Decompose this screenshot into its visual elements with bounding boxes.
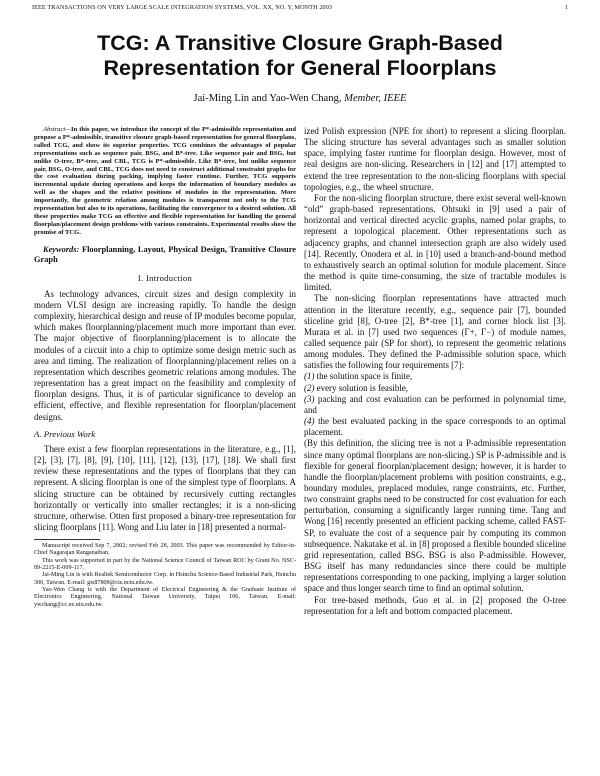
requirement-1 bbox=[304, 371, 566, 382]
requirement-4 bbox=[304, 416, 566, 438]
keywords bbox=[34, 245, 296, 265]
abstract-text: In this paper, we introduce the concept of the P*-admissible representation and propose a P*-admissible, transitive closure graph-based representation for general floorplans, called TCG, and show its superior properties. TCG combines the advantages of popular representations such as sequence pair, BSG, and B*-tree. Like sequence pair and BSG, but unlike O-tree, B*-tree, and CBL, TCG is P*-admissible. Like B*-tree, but unlike sequence pair, BSG, O-tree, and CBL, TCG does not need to construct additional constraint graphs for the cost evaluation during packing, implying faster runtime. Further, TCG supports incremental update during operations and keeps the information of boundary modules as well as the shapes and the relative positions of modules in the representation. More importantly, the geometric relation among modules is transparent not only to the TCG representation but also to its operations, facilitating the convergence to a desired solution. All these properties make TCG an effective and flexible representation for handling the general floorplan/placement design problems with various constraints. Experimental results show the promise of TCG. bbox=[34, 126, 296, 236]
previous-work-paragraph-1: There exist a few floorplan representations in the literature, e.g., [1], [2], [3], [7], [8], [9], [10], [11], [12], [13], [17], [18]. We shall first review these representations and the types of floorplans that they can represent. A slicing floorplan is one of the simplest type of floorplans. A slicing structure can be obtained by recursively cutting rectangles horizontally or vertically into smaller rectangles; it is a non-slicing structure, otherwise. Otten first proposed a binary-tree representation for slicing floorplans [11]. Wong and Liu later in [18] presented a normal- bbox=[34, 443, 296, 532]
requirement-4-number: (4) bbox=[304, 416, 315, 427]
footnote-author-2: Yao-Wen Chang is with the Department of Electrical Engineering & the Graduate Institute of Electronics Engineering, National Taiwan University, Taipei 106, Taiwan. E-mail: ywchang@cc.ee.ntu.edu.tw. bbox=[34, 586, 296, 608]
title-line-2: Representation for General Floorplans bbox=[103, 56, 497, 80]
keywords-lead: Keywords: bbox=[43, 244, 82, 254]
requirement-3 bbox=[304, 394, 566, 416]
author-membership: Member, IEEE bbox=[344, 93, 407, 104]
section-heading-introduction: I. Introduction bbox=[137, 272, 193, 283]
requirement-2-number: (2) bbox=[304, 382, 315, 393]
right-paragraph-4: (By this definition, the slicing tree is not a P-admissible representation since many optimal floorplans are non-slicing.) SP is P-admissible and is flexible for general floorplan/placement design; however, it is harder to handle the floorplan/placement problems with position constraints, e.g., boundary modules, preplaced modules, range constraints, etc. Further, two constraint graphs need to be constructed for cost evaluation for each perturbation, consuming a significantly larger running time. Tang and Wong [16] recently presented an efficient packing scheme, called FAST-SP, to evaluate the cost of a sequence pair by computing its common subsequence. Nakatake et al. in [8] proposed a flexible bounded sliceline grid representation, called BSG. BSG is also P-admissible. However, BSG itself has many redundancies since there could be multiple representations corresponding to one packing, implying a larger solution space and thus longer search time to find an optimal solution. bbox=[304, 438, 566, 594]
footnote-support: This work was supported in part by the National Science Council of Taiwan ROC by Grant No. NSC-89-2215-E-009-117. bbox=[34, 557, 296, 572]
footnote-author-1: Jai-Ming Lin is with Realtek Semiconductor Corp. in Hsinchu Science-Based Industrial Park, Hsinchu 300, Taiwan. E-mail: gis87808@cis.nctu.edu.tw. bbox=[34, 572, 296, 586]
requirement-3-text: packing and cost evaluation can be performed in polynomial time, and bbox=[304, 393, 566, 415]
requirement-1-number: (1) bbox=[304, 371, 315, 382]
right-paragraph-5: For tree-based methods, Guo et al. in [2] proposed the O-tree representation for a left and bottom compacted placement. bbox=[304, 594, 566, 616]
footnote-manuscript: Manuscript received Sep 7, 2002; revised Feb 28, 2003. This paper was recommended by Editor-in-Chief Nagarajan Ranganathan. bbox=[34, 543, 296, 557]
footnote-divider bbox=[34, 539, 100, 540]
page-number: 1 bbox=[564, 4, 568, 11]
requirement-4-text: the best evaluated packing in the space corresponds to an optimal placement. bbox=[304, 416, 566, 438]
right-paragraph-3: The non-slicing floorplan representations have attracted much attention in the literature recently, e.g., sequence pair [7], bounded sliceline grid [8], O-tree [2], B*-tree [1], and corner block list [3]. Murata et al. in [7] used two sequences (Γ+, Γ−) of module names, called sequence pair (SP for short), to represent the geometric relations among modules. They defined the P-admissible solution space, which satisfies the following four requirements [7]: bbox=[304, 293, 566, 371]
author-names: Jai-Ming Lin and Yao-Wen Chang, bbox=[193, 93, 345, 104]
journal-header: IEEE TRANSACTIONS ON VERY LARGE SCALE INTEGRATION SYSTEMS, VOL. XX, NO. Y, MONTH 2003 bbox=[32, 4, 333, 11]
title-line-1: TCG: A Transitive Closure Graph-Based bbox=[97, 31, 503, 55]
right-paragraph-2: For the non-slicing floorplan structure, there exist several well-known “old” graph-based representations. Ohtsuki in [9] used a pair of horizontal and vertical directed acyclic graphs, named polar graphs, to represent a topological placement. Other representations such as adjacency graphs, and channel intersection graph are also widely used [14]. Recently, Onodera et al. in [10] used a branch-and-bound method to exhaustively search an optimal solution for module placement. Since the method is quite time-consuming, the size of tractable modules is limited. bbox=[304, 192, 566, 293]
right-column bbox=[304, 126, 566, 617]
requirement-2-text: every solution is feasible, bbox=[314, 382, 408, 393]
keywords-text: Floorplanning, Layout, Physical Design, Transitive Closure Graph bbox=[34, 244, 296, 264]
abstract-lead: Abstract— bbox=[43, 126, 72, 133]
left-column bbox=[34, 126, 296, 609]
abstract bbox=[34, 126, 296, 237]
requirement-2 bbox=[304, 383, 566, 394]
paper-title bbox=[0, 31, 600, 81]
author-line bbox=[0, 93, 600, 104]
right-paragraph-1: ized Polish expression (NPE for short) to represent a slicing floorplan. The slicing structure has several advantages such as smaller solution space, implying faster runtime for floorplan design. However, most of real designs are non-slicing. Researchers in [12] and [17] attempted to extend the tree representation to the non-slicing floorplans with special topologies, e.g., the wheel structure. bbox=[304, 126, 566, 192]
intro-paragraph-1: As technology advances, circuit sizes and design complexity in modern VLSI design are increasing rapidly. To handle the design complexity, hierarchical design and reuse of IP modules become popular, which makes floorplanning/placement much more important than ever. The major objective of floorplanning/placement is to allocate the modules of a circuit into a chip to optimize some design metric such as area and timing. The realization of floorplanning/placement relies on a representation which describes geometric relations among modules. The representation has a great impact on the feasibility and complexity of floorplan designs. Thus, it is of particular significance to develop an efficient, effective, and flexible representation for floorplan/placement designs. bbox=[34, 288, 296, 422]
footnotes bbox=[34, 543, 296, 609]
requirement-1-text: the solution space is finite, bbox=[314, 371, 413, 382]
running-head bbox=[32, 4, 568, 11]
requirement-3-number: (3) bbox=[304, 393, 315, 404]
subsection-heading-previous-work: A. Previous Work bbox=[34, 428, 96, 439]
